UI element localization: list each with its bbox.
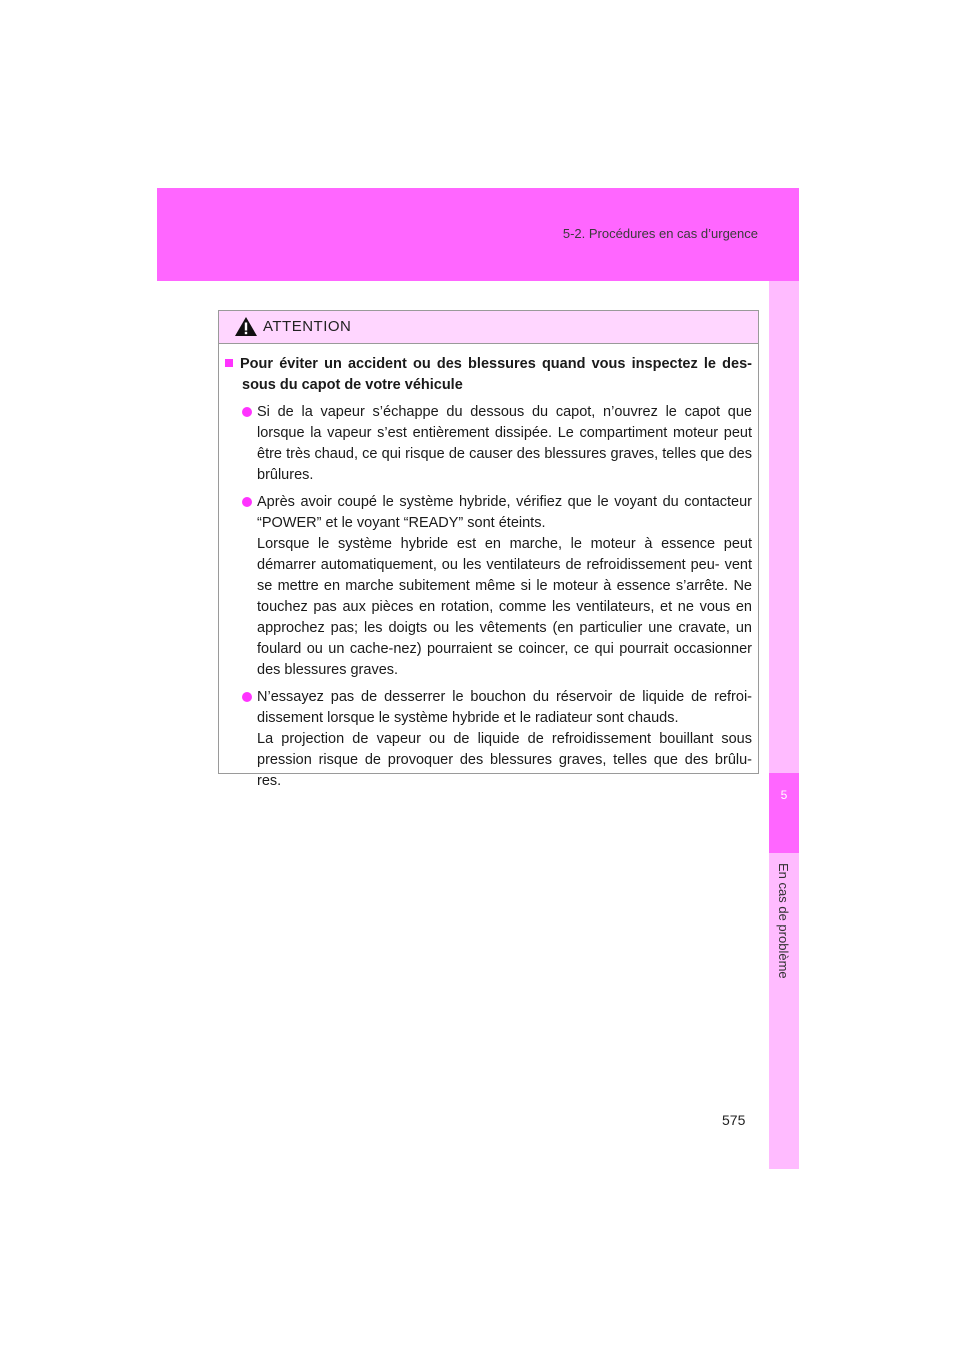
chapter-number: 5 (780, 788, 788, 802)
chapter-title: En cas de problème (776, 863, 791, 979)
warning-content (219, 344, 758, 792)
side-tab (769, 281, 799, 1169)
warning-triangle-icon (234, 316, 258, 337)
chapter-marker (769, 773, 799, 853)
header-band (157, 188, 799, 281)
bullet-paragraph: Si de la vapeur s’échappe du dessous du capot, n’ouvrez le capot que lorsque la vapeur s’est entièrement dissipée. Le compartiment moteur peut être très chaud, ce qui risque de causer des blessures graves, telles que des brûlures. (257, 404, 752, 483)
warning-header (219, 311, 758, 344)
bullet-item (225, 687, 752, 792)
bullet-paragraph: Lorsque le système hybride est en marche, le moteur à essence peut démarrer automatiquement, ou les ventilateurs de refroidissement peu- vent se mettre en marche subitement même si le moteur à essence s’arrête. Ne touchez pas aux pièces en rotation, comme les ventilateurs, et ne vous en approchez pas; les doigts ou les vêtements (en particulier une cravate, un foulard ou un cache-nez) pourraient se coincer, ce qui pourrait occasionner des blessures graves. (257, 536, 752, 678)
warning-box (218, 310, 759, 789)
bullet-paragraph: N’essayez pas de desserrer le bouchon du réservoir de liquide de refroi- dissement lorsque le système hybride et le radiateur sont chauds. (257, 689, 752, 726)
section-heading (225, 354, 752, 396)
page-number: 575 (722, 1112, 746, 1128)
round-bullet-icon (242, 692, 252, 702)
section-heading-text: Pour éviter un accident ou des blessures quand vous inspectez le des- sous du capot de votre véhicule (240, 356, 752, 393)
warning-title: ATTENTION (263, 318, 352, 335)
bullet-paragraph: Après avoir coupé le système hybride, vérifiez que le voyant du contacteur “POWER” et le voyant “READY” sont éteints. (257, 494, 752, 531)
bullet-item (225, 402, 752, 486)
bullet-paragraph: La projection de vapeur ou de liquide de refroidissement bouillant sous pression risque de provoquer des blessures graves, telles que des brûlu- res. (257, 731, 752, 789)
square-bullet-icon (225, 359, 233, 367)
round-bullet-icon (242, 407, 252, 417)
bullet-item (225, 492, 752, 681)
round-bullet-icon (242, 497, 252, 507)
section-title: 5-2. Procédures en cas d’urgence (562, 226, 758, 241)
